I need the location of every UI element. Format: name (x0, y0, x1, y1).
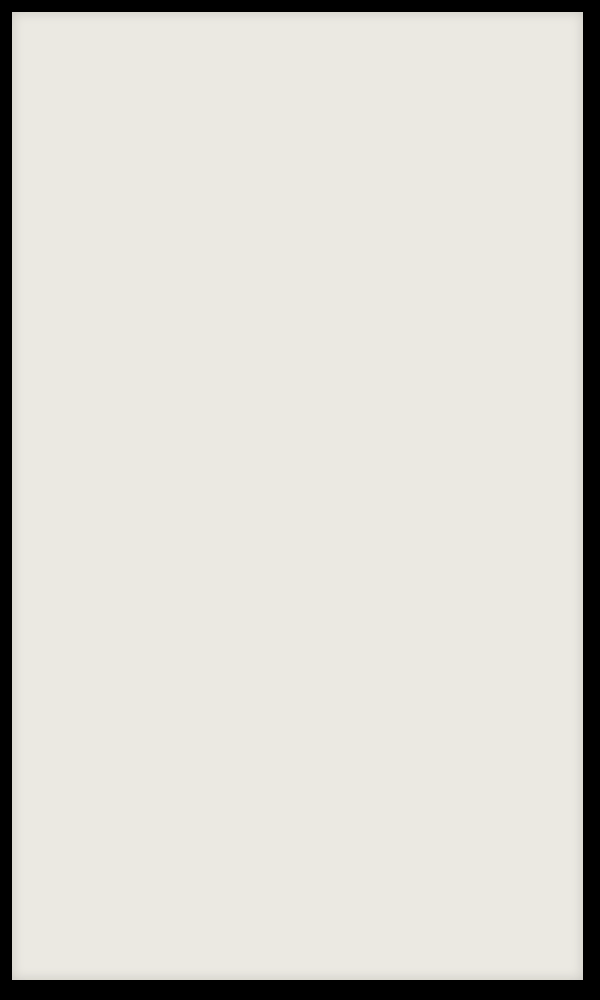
running-head (12, 90, 583, 114)
book-page (12, 12, 583, 980)
body-text (88, 119, 500, 128)
